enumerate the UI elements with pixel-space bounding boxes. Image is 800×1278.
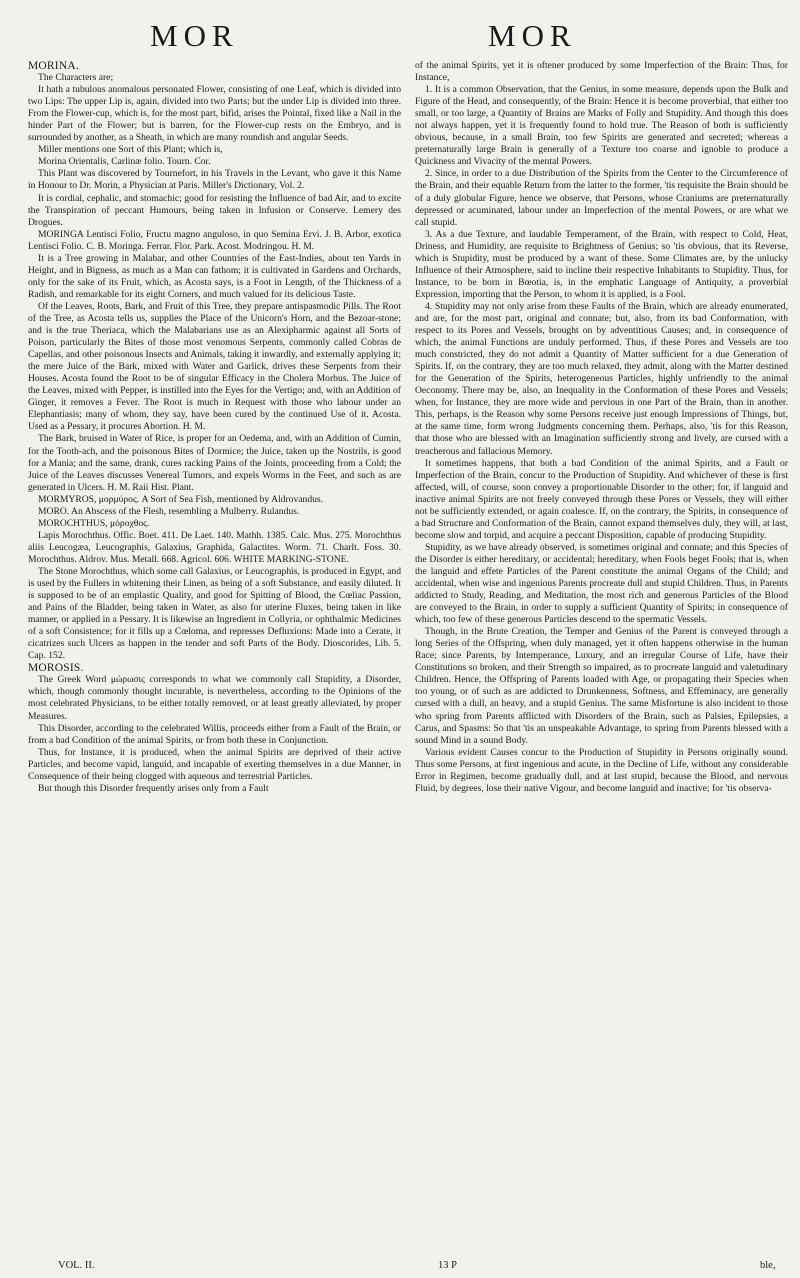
running-header — [0, 18, 800, 58]
right-column — [415, 60, 788, 795]
paragraph: Lapis Morochthus. Offic. Boet. 411. De Laet. 140. Mathh. 1385. Calc. Mus. 275. Morochthus aliis Leucogæa, Leucographis, Galaxius, Graphida, Galactites. Worm. 71. Charlt. Foss. 30. Morochthus. Aldrov. Mus. Metall. 668. Agricol. 606. WHITE MARKING-STONE. — [28, 529, 401, 565]
paragraph: MORMYROS, μορμύρος. A Sort of Sea Fish, mentioned by Aldrovandus. — [38, 493, 324, 505]
paragraph: 4. Stupidity may not only arise from these Faults of the Brain, which are already enumerated, and are, for the most part, original and connate; but, also, from its bad Conformation, with respect to its Pores and Vessels, brought on by adventitious Causes; and, in consequence of which, the animal Functions are unduly performed. Thus, if these Pores and Vessels are too much constricted, they do not admit a Quantity of Matter sufficient for a due Generation of Spirits. If, on the contrary, they are too much relaxed, they admit, along with the Matter destined for the Generation of the Spirits, heterogeneous Particles, highly unfriendly to the animal Oeconomy. There may be, also, an Inequality in the Conformation of these Pores and Vessels; when, for Instance, they are more wide and pervious in one Part of the Brain, than in another. This, perhaps, is the Reason why some Persons receive just enough Impressions of Things, but, at the same time, form wrong Judgments concerning them. Perhaps, also, 'tis for this Reason, that those who are blessed with an Imagination sufficiently strong and lively, are cursed with a treacherous and fallacious Memory. — [415, 300, 788, 457]
paragraph: It is a Tree growing in Malabar, and other Countries of the East-Indies, about ten Yards in Height, and in Bigness, as much as a Man can fathom; it is cultivated in Gardens and Orchards, only for the sake of its Fruit, which, as Acosta says, is a Foot in Length, of the Thickness of a Radish, and remarkable for its eight Corners, and much valued for its delicious Taste. — [28, 252, 401, 300]
paragraph: This Plant was discovered by Tournefort, in his Travels in the Levant, who gave it this Name in Honour to Dr. Morin, a Physician at Paris. Miller's Dictionary, Vol. 2. — [28, 168, 401, 192]
paragraph: It is cordial, cephalic, and stomachic; good for resisting the Influence of bad Air, and to excite the Transpiration of peccant Humours, being taken in Infusion or Conserve. Lemery des Drogues. — [28, 192, 401, 228]
paragraph: MORINA. — [28, 60, 79, 72]
paragraph: The Characters are; — [38, 72, 114, 84]
paragraph: MORO. An Abscess of the Flesh, resembling a Mulberry. Rulandus. — [38, 505, 300, 517]
paragraph: Various evident Causes concur to the Production of Stupidity in Persons originally sound. Thus some Persons, at first ingenious and acute, in the Decline of Life, without any considerable Error in Regimen, become gradually dull, and at last stupid, because the Blood, and nervous Fluid, by degrees, lose their native Vigour, and become languid and inactive; for 'tis observa- — [415, 746, 788, 794]
paragraph: This Disorder, according to the celebrated Willis, proceeds either from a Fault of the Brain, or from a bad Condition of the animal Spirits, or from both these in Conjunction. — [28, 722, 401, 746]
signature-mark: 13 P — [438, 1260, 457, 1271]
paragraph: It sometimes happens, that both a bad Condition of the animal Spirits, and a Fault or Imperfection of the Brain, concur to the Production of Stupidity. And whichever of these is first affected, will, of course, soon convey a proportionable Disorder to the other; for, if languid and inactive animal Spirits are not freely conveyed through these Pores or Vessels, they will either not be sufficiently extended, or again coalesce. If, on the contrary, the Spirits, in consequence of a bad Structure and Conformation of the Brain, cannot expand themselves duly, they will, at last, become slow and torpid, and acquire a peccant Disposition, capable of producing Stupidity. — [415, 457, 788, 541]
paragraph: Morina Orientalis, Carlinæ folio. Tourn. Cor. — [38, 156, 211, 168]
volume-label: VOL. II. — [58, 1260, 95, 1271]
paragraph: But though this Disorder frequently arises only from a Fault — [38, 782, 269, 794]
paragraph: Though, in the Brute Creation, the Temper and Genius of the Parent is conveyed through a long Series of the Offspring, when duly managed, yet it often happens otherwise in the human Race; since Parents, by Intemperance, Luxury, and an irregular Course of Life, have their Constitutions so broken, and their Strength so impaired, as to procreate languid and valetudinary Children. Hence, the Offspring of Parents loaded with Age, or propagating their Species when too young, or of such as are addicted to Drunkenness, Softness, and Effeminacy, are generally cursed with a dull, an heavy, and a stupid Genius. The same Misfortune is also incident to those who spring from Parents afflicted with Disorders of the Brain, such as Palsies, Epilepsies, a Carus, and Spasms: So that 'tis an unspeakable Advantage, to spring from Parents blessed with a sound Mind in a sound Body. — [415, 626, 788, 746]
paragraph: Thus, for Instance, it is produced, when the animal Spirits are deprived of their active Particles, and become vapid, languid, and incapable of exerting themselves in a due Manner, in Consequence of their being clogged with aqueous and terrestrial Particles. — [28, 746, 401, 782]
paragraph: Of the Leaves, Roots, Bark, and Fruit of this Tree, they prepare antispasmodic Pills. The Root of the Tree, as Acosta tells us, supplies the Place of the Unicorn's Horn, and the Bezoar-stone; and is the true Theriaca, which the Malabarians use as an Alexipharmic against all Sorts of Poison, particularly the Bites of those most venomous Serpents, commonly called Cobras de Capellas, and other poisonous Insects and Animals, taking it inwardly, and externally applying it; the mere Juice of the Bark, mixed with Water and Garlick, drives these Serpents from their Houses. Acosta found the Root to be of singular Efficacy in the Cholera Morbus. The Juice of the Leaves, mixed with Pepper, is instilled into the Eyes for the Vertigo; and, with an Addition of Ginger, it removes a Fever. The Root is much in Request with those who labour under an Elephantiasis; many of whom, they say, have been cured by the continued Use of it. Acosta. Used as a Pessary, it procures Abortion. H. M. — [28, 300, 401, 433]
text-columns — [28, 60, 792, 795]
paragraph: The Stone Morochthus, which some call Galaxius, or Leucographis, is produced in Egypt, and is used by the Fullers in whitening their Linen, as being of a soft Substance, and easily diluted. It is supposed to be of an emplastic Quality, and good for Spitting of Blood, the Cœliac Passion, and Pains of the Bladder, being taken in Water, as also for uterine Fluxes, being taken in like manner, or applied in a Pessary. It is likewise an Ingredient in Collyria, or ophthalmic Medicines of a soft Consistence; for it fills up a Cœloma, and represses Defluxions: Made into a Cerate, it cicatrizes such Ulcers as happen in the tender and soft Parts of the Body. Dioscorides, Lib. 5. Cap. 152. — [28, 565, 401, 662]
paragraph: MORINGA Lentisci Folio, Fructu magno anguloso, in quo Semina Ervi. J. B. Arbor, exotica Lentisci Folio. C. B. Moringa. Ferrar. Flor. Park. Acost. Modringou. H. M. — [28, 228, 401, 252]
paragraph: The Greek Word μώρωσις corresponds to what we commonly call Stupidity, a Disorder, which, though commonly thought incurable, is nevertheless, according to the Opinions of the most celebrated Physicians, to be either totally removed, or at least greatly alleviated, by proper Measures. — [28, 674, 401, 722]
paragraph: Miller mentions one Sort of this Plant; which is, — [38, 144, 223, 156]
paragraph: The Bark, bruised in Water of Rice, is proper for an Oedema, and, with an Addition of Cumin, for the Tooth-ach, and the poisonous Bites of Dormice; the Juice, taken up the Nostrils, is good for a Mania; and the same, drank, cures racking Pains of the Joints, proceeding from a Cold; the Juice of the Leaves discusses Venereal Tumors, and expels Worms in the Feet, and such as are generated in Ulcers. H. M. Raii Hist. Plant. — [28, 433, 401, 493]
header-right: MOR — [488, 18, 577, 53]
paragraph: 1. It is a common Observation, that the Genius, in some measure, depends upon the Bulk and Figure of the Head, and consequently, of the Brain: Hence it is become proverbial, that either too small, or too large, a Quantity of Brains are Marks of Folly and Stupidity. And though this does not always happen, yet it is frequently found to hold true. The Reason of both is sufficiently obvious, because, in a small Brain, too few Spirits are generated and secreted; whereas a preternaturally large Brain is generally of a Texture too coarse and ignoble to produce a Quickness and Vivacity of the mental Powers. — [415, 84, 788, 168]
paragraph: of the animal Spirits, yet it is oftener produced by some Imperfection of the Brain: Thus, for Instance, — [415, 60, 788, 84]
paragraph: Stupidity, as we have already observed, is sometimes original and connate; and this Species of the Disorder is either hereditary, or accidental; hereditary, when Fools beget Fools; that is, when the languid and effete Particles of the Parent constitute the animal Organs of the Child; and accidental, when wise and ingenious Parents procreate dull and stupid Children. Thus, in Parents addicted to Study, Reading, and Meditation, the most rich and generous Particles of the Blood are conveyed to the Brain, in order to supply a sufficient Quantity of Spirits; in consequence of which, too few of these generous Particles descend to the spermatic Vessels. — [415, 541, 788, 626]
paragraph: MOROSIS. — [28, 662, 84, 675]
left-column — [28, 60, 401, 795]
page-footer — [0, 1260, 800, 1276]
paragraph: It hath a tubulous anomalous personated Flower, consisting of one Leaf, which is divided into two Lips: The upper Lip is, again, divided into two Parts; but the under Lip is divided into three. From the Flower-cup, which is, for the most part, bifid, arises the Pointal, fixed like a Nail in the hinder Part of the Flower; but is barren, for the Flower-cup rests on the Embryo, and is surrounded by another, as a Sheath, in which are many roundish and angular Seeds. — [28, 84, 401, 144]
paragraph: 2. Since, in order to a due Distribution of the Spirits from the Center to the Circumference of the Brain, and their equable Return from the latter to the former, 'tis requisite the Brain should be of a duly globular Figure, hence we observe, that Persons, whose Craniums are preternaturally depressed or acuminated, labour under an Imperfection of the mental Powers, or are what we call stupid. — [415, 168, 788, 228]
paragraph: MOROCHTHUS, μόροχθος. — [38, 517, 150, 529]
header-left: MOR — [150, 18, 239, 53]
paragraph: 3. As a due Texture, and laudable Temperament, of the Brain, with respect to Cold, Heat, Driness, and Humidity, are requisite to Brightness of Genius; so 'tis obvious, that its Reverse, which is Stupidity, must be produced by a want of these. Some Climates are, by the unlucky Influence of their Atmosphere, said to incline their respective Inhabitants to Stupidity. Thus, for Instance, to be born in Bœotia, is, in the emphatic Language of Antiquity, a proverbial Expression, importing that the Person, to whom it is applied, is a Fool. — [415, 228, 788, 300]
catchword: ble, — [760, 1260, 776, 1271]
